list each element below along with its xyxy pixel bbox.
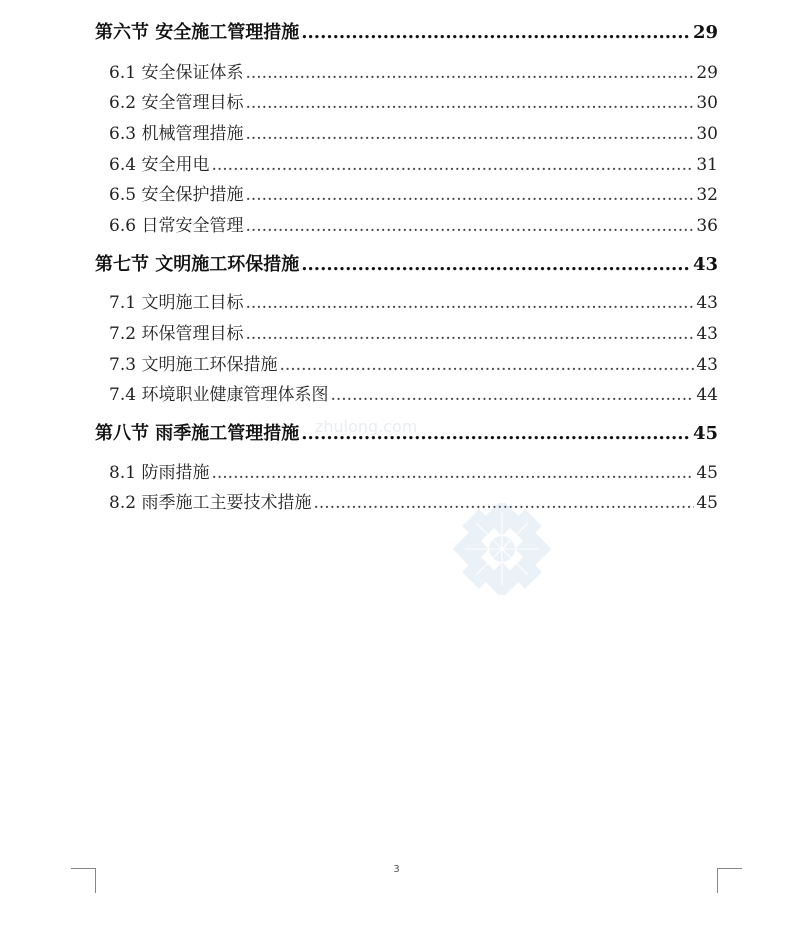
toc-entry-page: 44 <box>696 385 718 405</box>
toc-entry-title: 第八节 雨季施工管理措施 <box>95 423 300 444</box>
toc-dot-leader <box>301 254 691 275</box>
toc-entry-section-6[interactable] <box>95 18 718 44</box>
toc-entry-title: 6.6 日常安全管理 <box>109 216 244 236</box>
toc-entry-8-1[interactable] <box>109 458 718 483</box>
toc-entry-8-2[interactable] <box>109 488 718 513</box>
toc-entry-title: 6.4 安全用电 <box>109 155 210 175</box>
toc-dot-leader <box>245 293 694 313</box>
toc-entry-page: 29 <box>696 63 718 83</box>
toc-entry-title: 7.3 文明施工环保措施 <box>109 355 278 375</box>
snowflake-watermark-icon <box>453 503 551 595</box>
toc-entry-page: 29 <box>692 22 718 43</box>
toc-entry-title: 7.2 环保管理目标 <box>109 324 244 344</box>
toc-entry-title: 第七节 文明施工环保措施 <box>95 254 300 275</box>
toc-entry-page: 43 <box>696 324 718 344</box>
toc-entry-page: 43 <box>696 293 718 313</box>
toc-dot-leader <box>245 185 694 205</box>
toc-entry-6-5[interactable] <box>109 180 718 205</box>
toc-entry-page: 45 <box>696 493 718 513</box>
toc-entry-6-1[interactable] <box>109 58 718 83</box>
toc-entry-page: 36 <box>696 216 718 236</box>
toc-entry-section-7[interactable] <box>95 250 718 276</box>
toc-dot-leader <box>245 216 694 236</box>
toc-entry-7-3[interactable] <box>109 350 718 375</box>
toc-entry-title: 第六节 安全施工管理措施 <box>95 22 300 43</box>
page-number: 3 <box>393 864 400 875</box>
toc-entry-title: 7.1 文明施工目标 <box>109 293 244 313</box>
toc-dot-leader <box>330 385 694 405</box>
toc-entry-7-4[interactable] <box>109 380 718 405</box>
toc-dot-leader <box>245 93 694 113</box>
toc-dot-leader <box>211 463 694 483</box>
toc-dot-leader <box>211 155 694 175</box>
toc-dot-leader <box>245 63 694 83</box>
toc-entry-title: 7.4 环境职业健康管理体系图 <box>109 385 329 405</box>
toc-entry-title: 6.3 机械管理措施 <box>109 124 244 144</box>
toc-entry-7-1[interactable] <box>109 288 718 313</box>
toc-entry-page: 31 <box>696 155 718 175</box>
toc-entry-6-3[interactable] <box>109 119 718 144</box>
toc-entry-7-2[interactable] <box>109 319 718 344</box>
toc-entry-6-2[interactable] <box>109 88 718 113</box>
toc-entry-title: 6.2 安全管理目标 <box>109 93 244 113</box>
toc-entry-page: 43 <box>696 355 718 375</box>
toc-entry-page: 30 <box>696 93 718 113</box>
toc-entry-6-4[interactable] <box>109 150 718 175</box>
toc-dot-leader <box>245 324 694 344</box>
toc-dot-leader <box>301 22 691 43</box>
toc-dot-leader <box>279 355 694 375</box>
toc-entry-6-6[interactable] <box>109 211 718 236</box>
toc-dot-leader <box>245 124 694 144</box>
toc-entry-page: 45 <box>696 463 718 483</box>
toc-entry-page: 43 <box>692 254 718 275</box>
toc-entry-page: 32 <box>696 185 718 205</box>
toc-entry-title: 6.5 安全保护措施 <box>109 185 244 205</box>
toc-entry-title: 8.1 防雨措施 <box>109 463 210 483</box>
toc-entry-title: 8.2 雨季施工主要技术措施 <box>109 493 312 513</box>
watermark-text: zhulong.com <box>315 417 418 436</box>
toc-entry-page: 30 <box>696 124 718 144</box>
toc-entry-title: 6.1 安全保证体系 <box>109 63 244 83</box>
toc-entry-page: 45 <box>692 423 718 444</box>
